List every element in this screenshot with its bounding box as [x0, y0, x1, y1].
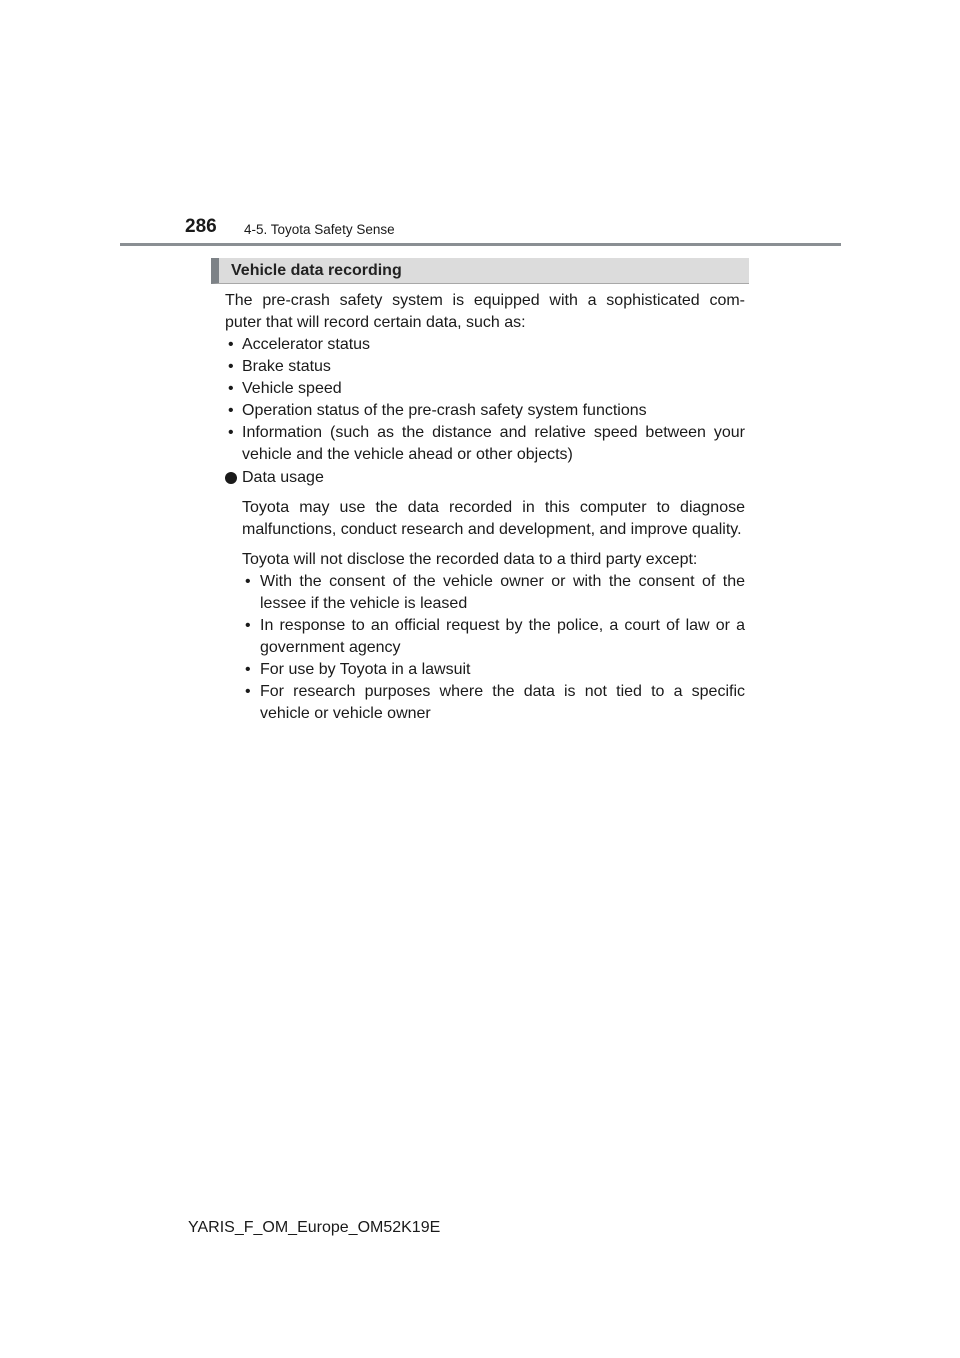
section-label: 4-5. Toyota Safety Sense	[244, 222, 395, 237]
bullet-icon: •	[245, 573, 251, 590]
document-footer: YARIS_F_OM_Europe_OM52K19E	[188, 1219, 441, 1236]
list-item-text: In response to an official request by the police, a court of law or a government agency	[260, 617, 745, 656]
list-item-text: Accelerator status	[242, 336, 371, 353]
list-item-text: Vehicle speed	[242, 380, 342, 397]
list-item-text: Information (such as the distance and relative speed between your vehicle and the vehicle ahead or other objects)	[242, 424, 745, 463]
list-item	[242, 681, 745, 725]
bullet-icon: •	[228, 336, 234, 353]
bullet-icon: •	[245, 617, 251, 634]
list-item-text: With the consent of the vehicle owner or with the consent of the lessee if the vehicle is leased	[260, 573, 745, 612]
data-usage-body	[242, 497, 745, 725]
filled-circle-icon	[225, 472, 237, 484]
data-usage-heading	[225, 467, 745, 489]
data-usage-heading-text: Data usage	[242, 469, 324, 486]
list-item	[225, 356, 745, 378]
list-item	[225, 334, 745, 356]
intro-paragraph	[225, 290, 745, 334]
bullet-icon: •	[228, 358, 234, 375]
list-item-text: For use by Toyota in a lawsuit	[260, 661, 471, 678]
list-item	[225, 378, 745, 400]
list-item	[225, 400, 745, 422]
main-content	[225, 290, 745, 725]
data-usage-paragraph-2: Toyota will not disclose the recorded data to a third party except:	[242, 551, 698, 568]
list-item	[225, 422, 745, 466]
bullet-icon: •	[245, 661, 251, 678]
header-rule	[120, 243, 841, 246]
list-item	[242, 571, 745, 615]
list-item	[242, 615, 745, 659]
bullet-icon: •	[228, 402, 234, 419]
list-item	[242, 659, 745, 681]
bullet-icon: •	[228, 380, 234, 397]
intro-line-2: puter that will record certain data, such as:	[225, 314, 526, 331]
section-title-bar	[211, 258, 749, 284]
section-title: Vehicle data recording	[231, 262, 402, 279]
intro-line-1: The pre-crash safety system is equipped with a sophisticated com-	[225, 292, 745, 309]
recorded-data-list	[225, 334, 745, 466]
page-number: 286	[185, 216, 217, 237]
bullet-icon: •	[245, 683, 251, 700]
list-item-text: Brake status	[242, 358, 331, 375]
list-item-text: For research purposes where the data is not tied to a specific vehicle or vehicle owner	[260, 683, 745, 722]
list-item-text: Operation status of the pre-crash safety system functions	[242, 402, 647, 419]
data-usage-paragraph-1: Toyota may use the data recorded in this computer to diagnose malfunctions, conduct research and development, and improve quality.	[242, 499, 745, 538]
disclosure-exceptions-list	[242, 571, 745, 725]
bullet-icon: •	[228, 424, 234, 441]
